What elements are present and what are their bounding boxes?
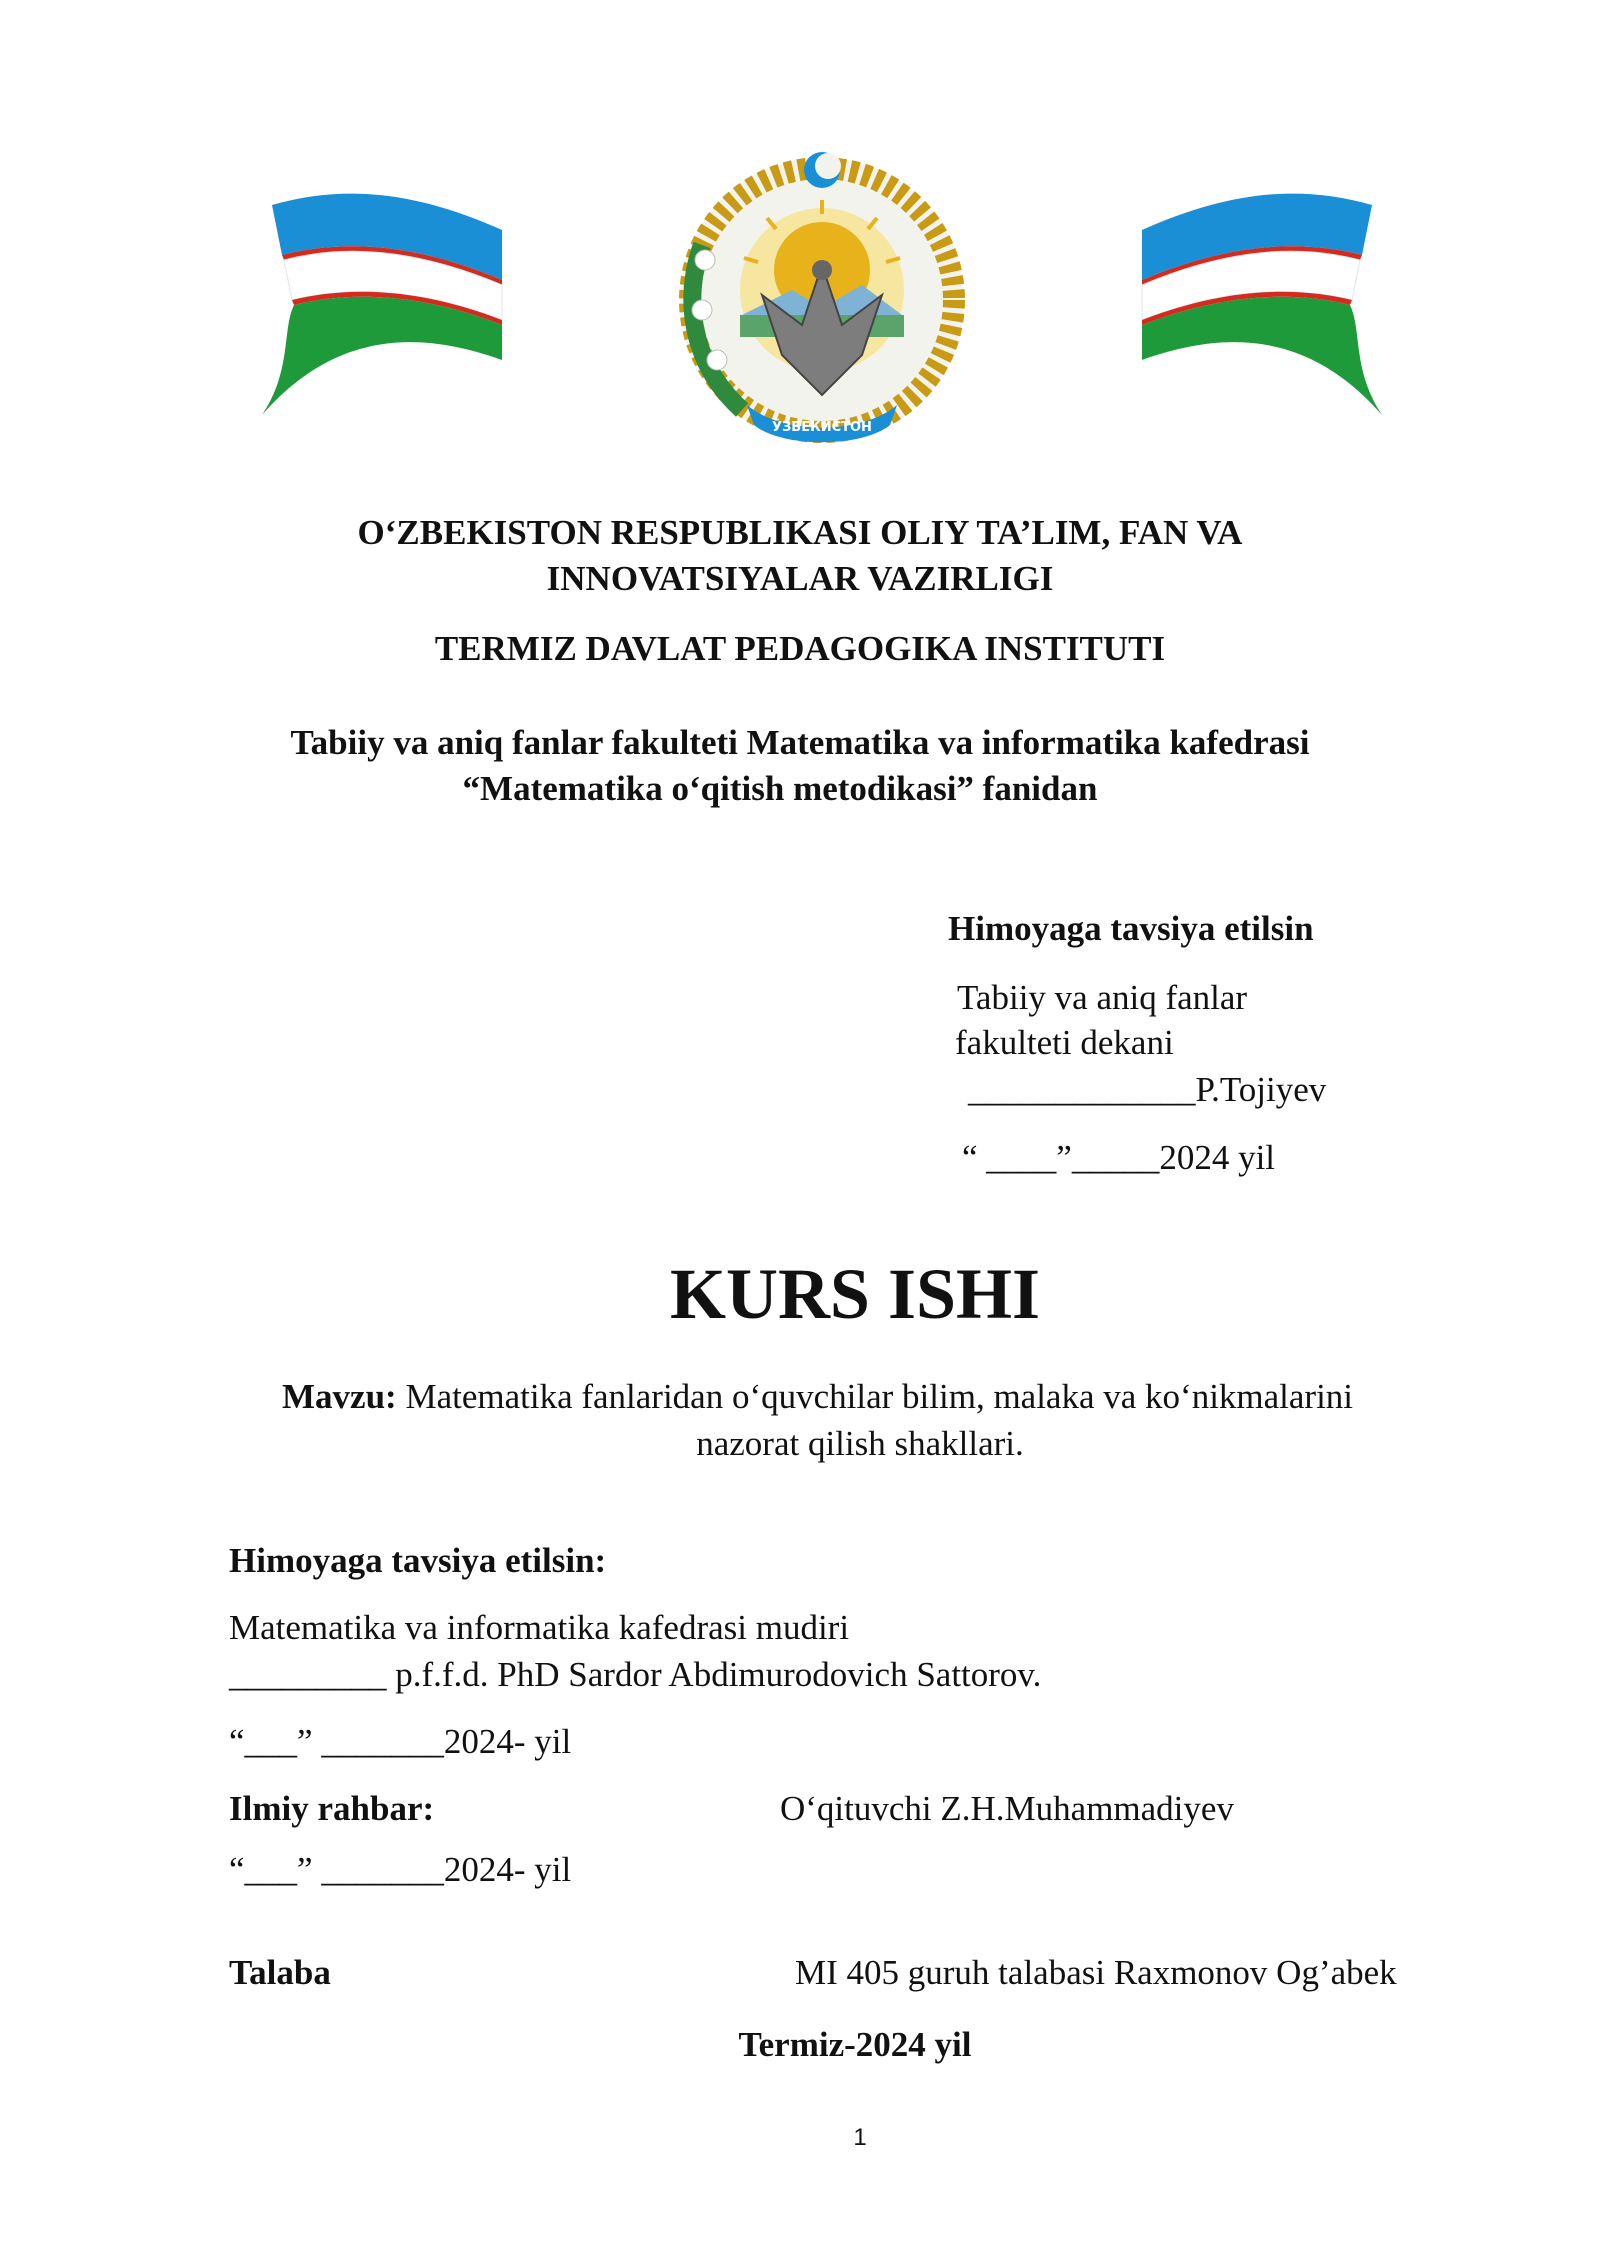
dean-approval-line-1: Tabiiy va aniq fanlar [957, 978, 1248, 1017]
student-name: MI 405 guruh talabasi Raxmonov Og’abek [795, 1953, 1397, 1992]
emblem-caption: ЎЗБЕКИСТОН [772, 420, 872, 435]
city-year: Termiz-2024 yil [738, 2025, 972, 2064]
head-signature: _________ p.f.f.d. PhD Sardor Abdimurodovich Sattorov. [229, 1655, 1042, 1694]
head-approval-line-1: Matematika va informatika kafedrasi mudiri [229, 1608, 850, 1647]
coat-of-arms [680, 152, 964, 442]
topic-text: Matematika fanlaridan o‘quvchilar bilim, malaka va ko‘nikmalarini [405, 1377, 1354, 1416]
state-emblem-with-flag [262, 150, 1382, 460]
supervisor-name: O‘qituvchi Z.H.Muhammadiyev [780, 1789, 1234, 1828]
dean-approval-line-2: fakulteti dekani [955, 1023, 1174, 1062]
head-approval-date: “___” _______2024- yil [229, 1722, 572, 1761]
head-approval-heading: Himoyaga tavsiya etilsin: [229, 1541, 607, 1580]
topic-line-2: nazorat qilish shakllari. [696, 1424, 1024, 1463]
page-number: 1 [853, 2124, 867, 2151]
dean-approval-date: “ ____”_____2024 yil [962, 1138, 1276, 1177]
dean-signature: _____________P.Tojiyev [968, 1070, 1327, 1109]
ministry-line-2: INNOVATSIYALAR VAZIRLIGI [546, 559, 1054, 598]
flag-right [1142, 194, 1382, 415]
flag-left [262, 194, 502, 415]
student-label: Talaba [229, 1953, 331, 1992]
supervisor-label: Ilmiy rahbar: [229, 1789, 435, 1828]
topic-line-1 [282, 1374, 1353, 1420]
topic-label: Mavzu: [282, 1377, 397, 1416]
document-title: KURS ISHI [669, 1254, 1041, 1334]
dean-approval-heading: Himoyaga tavsiya etilsin [948, 909, 1314, 948]
subject-name: “Matematika o‘qitish metodikasi” fanidan [462, 769, 1098, 808]
supervisor-date: “___” _______2024- yil [229, 1850, 572, 1889]
institute-name: TERMIZ DAVLAT PEDAGOGIKA INSTITUTI [434, 629, 1166, 668]
ministry-line-1: O‘ZBEKISTON RESPUBLIKASI OLIY TA’LIM, FAN VA [357, 513, 1243, 552]
faculty-department: Tabiiy va aniq fanlar fakulteti Matematika va informatika kafedrasi [290, 723, 1310, 762]
